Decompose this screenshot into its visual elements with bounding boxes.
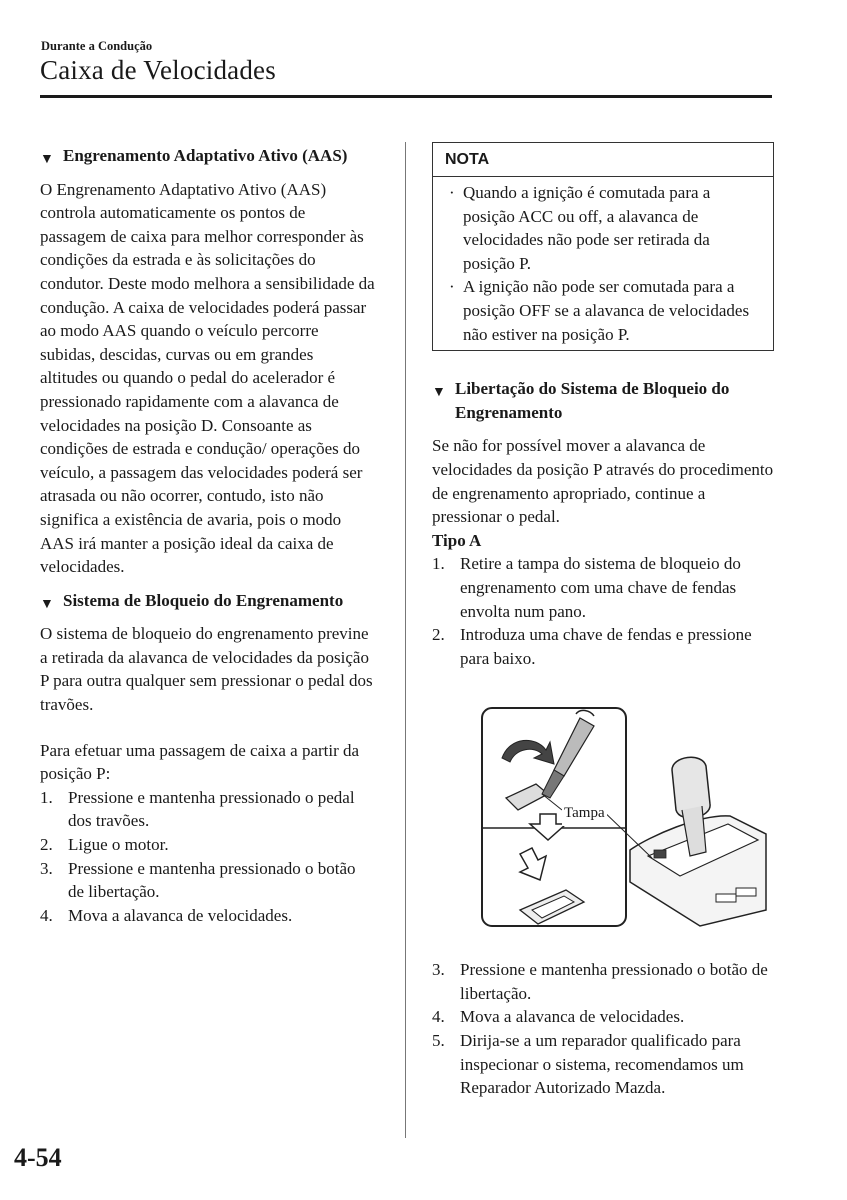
list-item: 5. Dirija-se a um reparador qualificado para inspecionar o sistema, recomendamos um Reparador Autorizado Mazda. — [432, 1031, 744, 1098]
lock-paragraph: O sistema de bloqueio do engrenamento previne a retirada da alavanca de velocidades da posição P para outra qualquer sem pressionar o pedal dos travões. — [40, 624, 373, 715]
shift-lock-diagram — [480, 706, 772, 932]
list-item: 4. Mova a alavanca de velocidades. — [40, 905, 293, 925]
list-item: 3. Pressione e mantenha pressionado o botão de libertação. — [432, 960, 768, 1003]
release-steps-a — [432, 552, 774, 670]
type-label: Tipo A — [432, 530, 482, 550]
page-number: 4-54 — [14, 1143, 62, 1172]
note-body — [433, 177, 773, 350]
note-title: NOTA — [433, 143, 773, 177]
list-item: 2. Introduza uma chave de fendas e pressione para baixo. — [432, 625, 752, 668]
figure-label-tampa: Tampa — [562, 802, 607, 826]
list-item: 1. Pressione e mantenha pressionado o pedal dos travões. — [40, 787, 355, 831]
shift-intro: Para efetuar uma passagem de caixa a partir da posição P: — [40, 740, 360, 784]
triangle-down-icon: ▼ — [40, 152, 54, 167]
bullet-icon: · — [449, 183, 455, 202]
list-item: 3. Pressione e mantenha pressionado o botão de libertação. — [40, 858, 356, 902]
column-divider — [405, 142, 406, 1138]
section-label: Durante a Condução — [41, 39, 153, 53]
aas-paragraph: O Engrenamento Adaptativo Ativo (AAS) controla automaticamente os pontos de passagem de caixa para melhor corresponder às condições da estrada e às solicitações do condutor. Deste modo melhora a sensibilidade da condução. A caixa de velocidades poderá passar ao modo AAS quando o veículo percorre subidas, descidas, curvas ou em grandes altitudes ou quando o pedal do acelerador é pressionado rapidamente com a alavanca de velocidades na posição D. Consoante as condições de estrada e condução/ operações do veículo, a passagem das velocidades poderá ser atrasada ou não ocorrer, contudo, isto não significa a existência de avaria, pois o modo AAS irá manter a posição ideal da caixa de velocidades. — [40, 179, 375, 577]
aas-heading — [40, 144, 375, 168]
triangle-down-icon: ▼ — [40, 596, 54, 612]
release-paragraph: Se não for possível mover a alavanca de velocidades da posição P através do procedimento de engrenamento apropriado, continue a pressionar o pedal. — [432, 436, 774, 527]
aas-heading-text: Engrenamento Adaptativo Ativo (AAS) — [63, 146, 348, 165]
note-item: · Quando a ignição é comutada para a posição ACC ou off, a alavanca de velocidades não pode ser retirada da posição P. — [449, 183, 711, 273]
triangle-down-icon: ▼ — [432, 385, 446, 401]
list-item: 2. Ligue o motor. — [40, 835, 169, 855]
release-steps-b — [432, 958, 774, 1100]
shift-steps — [40, 786, 375, 928]
release-heading — [432, 377, 774, 424]
bullet-icon: · — [449, 277, 455, 297]
list-item: 4. Mova a alavanca de velocidades. — [432, 1007, 685, 1027]
shift-lock-illustration — [480, 706, 772, 932]
left-column — [40, 144, 375, 927]
note-item: · A ignição não pode ser comutada para a posição OFF se a alavanca de velocidades não estiver na posição P. — [449, 277, 750, 344]
title-rule — [40, 95, 772, 98]
lock-heading-text: Sistema de Bloqueio do Engrenamento — [63, 590, 344, 610]
right-column — [432, 142, 774, 1100]
note-box — [432, 142, 774, 351]
page-title: Caixa de Velocidades — [40, 55, 276, 85]
lock-heading — [40, 589, 375, 613]
release-heading-text: Libertação do Sistema de Bloqueio do Engrenamento — [455, 379, 730, 422]
list-item: 1. Retire a tampa do sistema de bloqueio do engrenamento com uma chave de fendas envolta num pano. — [432, 554, 741, 621]
